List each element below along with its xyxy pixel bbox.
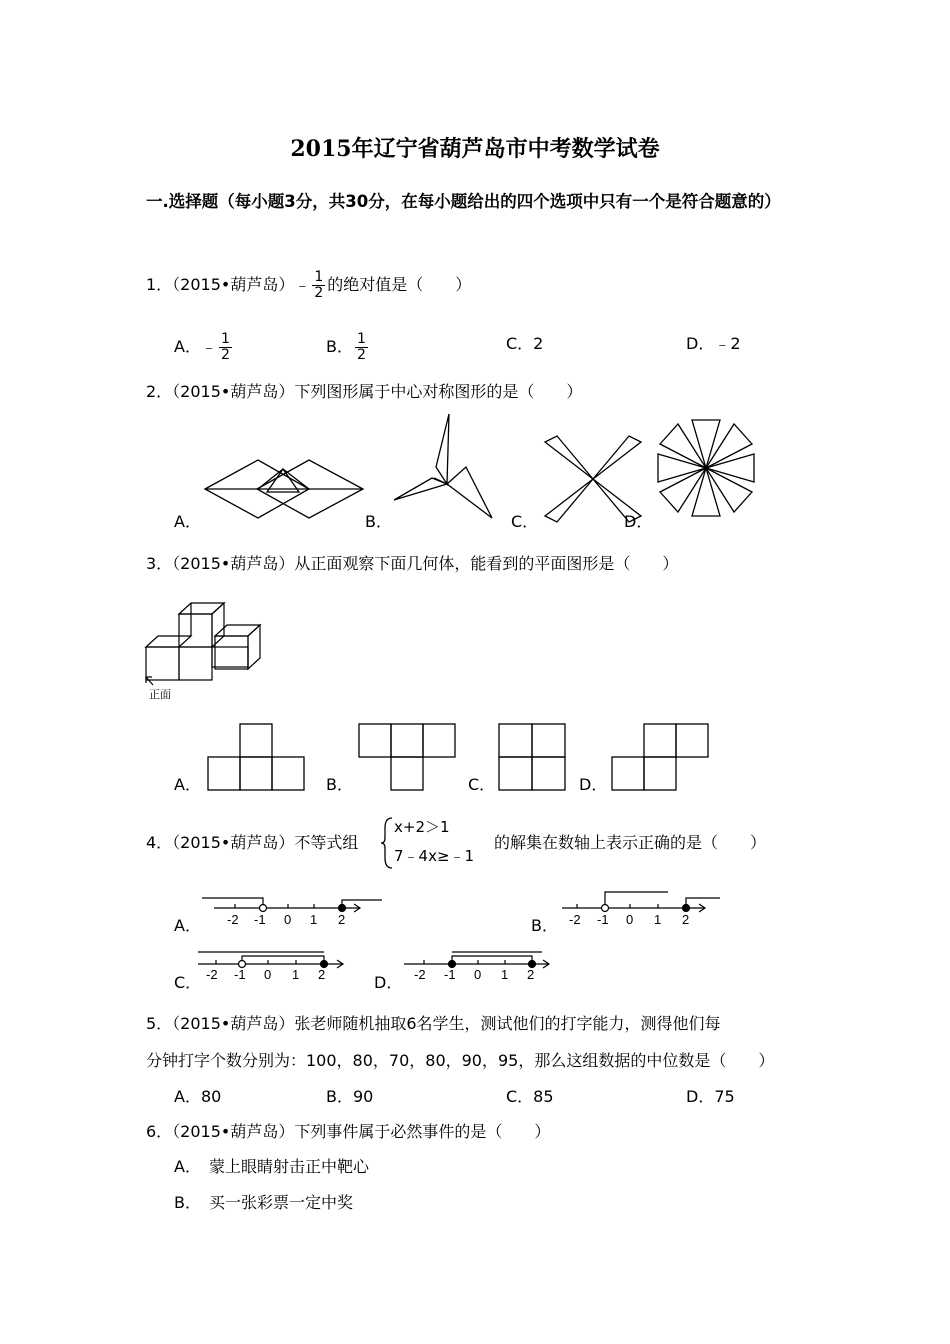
tick-label: 2: [338, 912, 346, 927]
q2-option-a[interactable]: A．: [174, 512, 201, 531]
q1-b-den: 2: [356, 347, 366, 363]
tick-label: 1: [310, 912, 318, 927]
q4-brace: [380, 816, 394, 870]
tick-label: 1: [501, 967, 509, 982]
tick-label: 0: [284, 912, 292, 927]
section-heading: 一.选择题（每小题3分，共30分，在每小题给出的四个选项中只有一个是符合题意的）: [146, 192, 781, 211]
q1-option-d[interactable]: D．﹣2: [686, 334, 741, 353]
question-5-line-1: 5．（2015•葫芦岛）张老师随机抽取6名学生，测试他们的打字能力，测得他们每: [146, 1014, 721, 1033]
page-title: 2015年辽宁省葫芦岛市中考数学试卷: [290, 136, 660, 162]
tick-label: 2: [527, 967, 535, 982]
q2-option-c[interactable]: C．: [511, 512, 539, 531]
q1-b-label: B．: [326, 337, 353, 356]
q4-ineq-1: x+2＞1: [394, 818, 450, 836]
q2-option-b[interactable]: B．: [365, 512, 392, 531]
tick-label: -1: [597, 912, 609, 927]
q3-option-c[interactable]: C．: [468, 775, 496, 794]
q3-option-a[interactable]: A．: [174, 775, 201, 794]
q1-option-c[interactable]: C．2: [506, 334, 544, 353]
q1-frac-denominator: 2: [314, 285, 324, 301]
q3-option-d[interactable]: D．: [579, 775, 608, 794]
q4-option-d[interactable]: D．: [374, 973, 403, 992]
tick-label: -1: [444, 967, 456, 982]
q1-frac-numerator: 1: [314, 269, 324, 285]
q4-ineq-2: 7﹣4x≥﹣1: [394, 847, 475, 865]
q6-option-b[interactable]: B． 买一张彩票一定中奖: [174, 1193, 353, 1212]
q1-option-b[interactable]: [326, 332, 370, 363]
q3-option-d-figure: [610, 722, 710, 792]
q3-option-a-figure: [206, 722, 306, 792]
q4-option-a[interactable]: A．: [174, 916, 201, 935]
tick-label: 0: [626, 912, 634, 927]
q4-numberline-a: [200, 894, 390, 930]
q1-a-num: 1: [220, 331, 230, 347]
q3-option-c-figure: [497, 722, 567, 792]
tick-label: -2: [206, 967, 218, 982]
q4-suffix: 的解集在数轴上表示正确的是（ ）: [494, 833, 767, 852]
tick-label: 1: [292, 967, 300, 982]
q4-numberline-b: [560, 890, 750, 926]
q1-a-fraction: [219, 332, 232, 363]
q3-front-label: 正面: [149, 689, 171, 701]
q6-option-a[interactable]: A． 蒙上眼睛射击正中靶心: [174, 1157, 369, 1176]
q2-option-d[interactable]: D．: [624, 512, 653, 531]
q4-option-c[interactable]: C．: [174, 973, 202, 992]
tick-label: 0: [264, 967, 272, 982]
q1-b-fraction: [355, 332, 368, 363]
question-3: 3．（2015•葫芦岛）从正面观察下面几何体，能看到的平面图形是（ ）: [146, 554, 679, 573]
tick-label: -2: [414, 967, 426, 982]
q1-fraction: [312, 270, 325, 301]
q2-figure-b-pinwheel: [392, 412, 502, 522]
tick-label: -2: [569, 912, 581, 927]
q3-solid-cubes: [143, 595, 273, 705]
tick-label: 2: [682, 912, 690, 927]
tick-label: -2: [227, 912, 239, 927]
q3-option-b[interactable]: B．: [326, 775, 353, 794]
tick-label: -1: [254, 912, 266, 927]
tick-label: 1: [654, 912, 662, 927]
q1-option-a[interactable]: [174, 332, 234, 363]
question-5-line-2: 分钟打字个数分别为：100，80，70，80，90，95，那么这组数据的中位数是（ ）: [146, 1051, 775, 1070]
q1-b-num: 1: [356, 331, 366, 347]
tick-label: 0: [474, 967, 482, 982]
q5-option-d[interactable]: D．75: [686, 1087, 735, 1106]
q1-suffix: 的绝对值是（ ）: [327, 275, 472, 294]
tick-label: 2: [318, 967, 326, 982]
q3-option-b-figure: [357, 722, 457, 792]
q1-a-label: A．﹣: [174, 337, 217, 356]
question-2: 2．（2015•葫芦岛）下列图形属于中心对称图形的是（ ）: [146, 382, 583, 401]
q2-figure-a-rhombus: [203, 456, 373, 526]
q2-figure-d-eight-triangles: [656, 418, 756, 518]
q1-prefix: 1．（2015•葫芦岛）﹣: [146, 275, 311, 294]
q1-a-den: 2: [220, 347, 230, 363]
q5-option-c[interactable]: C．85: [506, 1087, 554, 1106]
q4-option-b[interactable]: B．: [531, 916, 558, 935]
q5-option-a[interactable]: A．80: [174, 1087, 222, 1106]
q4-numberline-d: [402, 948, 562, 984]
q5-option-b[interactable]: B．90: [326, 1087, 374, 1106]
question-1: [146, 270, 471, 301]
question-6: 6．（2015•葫芦岛）下列事件属于必然事件的是（ ）: [146, 1122, 551, 1141]
q4-prefix: 4．（2015•葫芦岛）不等式组: [146, 833, 359, 852]
q4-numberline-c: [196, 948, 356, 984]
tick-label: -1: [234, 967, 246, 982]
